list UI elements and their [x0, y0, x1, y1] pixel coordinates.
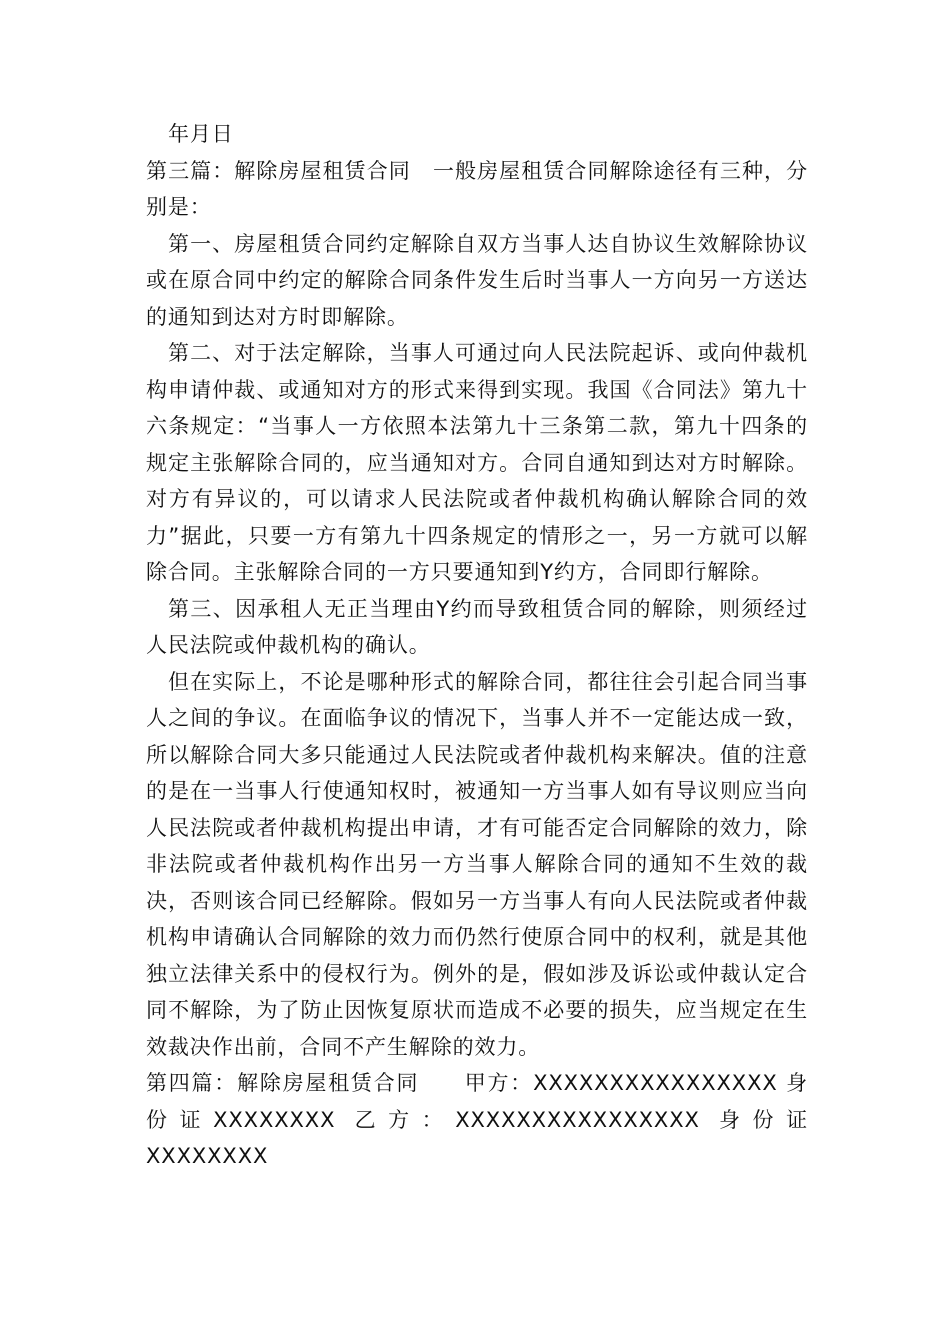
paragraph-third: 第三、因承租人无正当理由Y约而导致租赁合同的解除，则须经过人民法院或仲裁机构的确认。 — [146, 596, 808, 657]
paragraph-second: 第二、对于法定解除，当事人可通过向人民法院起诉、或向仲裁机构申请仲裁、或通知对方的形式来得到实现。我国《合同法》第九十六条规定：“当事人一方依照本法第九十三条第二款，第九十四条的规定主张解除合同的，应当通知对方。合同自通知到达对方时解除。对方有异议的，可以请求人民法院或者仲裁机构确认解除合同的效力”据此，只要一方有第九十四条规定的情形之一，另一方就可以解除合同。主张解除合同的一方只要通知到Y约方，合同即行解除。 — [146, 341, 808, 584]
document-body — [146, 116, 808, 1175]
date-line: 年月日 — [168, 122, 234, 146]
paragraph-fourth: 但在实际上，不论是哪种形式的解除合同，都往往会引起合同当事人之间的争议。在面临争议的情况下，当事人并不一定能达成一致，所以解除合同大多只能通过人民法院或者仲裁机构来解决。值的注意的是在一当事人行使通知权时，被通知一方当事人如有导议则应当向人民法院或者仲裁机构提出申请，才有可能否定合同解除的效力，除非法院或者仲裁机构作出另一方当事人解除合同的通知不生效的裁决，否则该合同已经解除。假如另一方当事人有向人民法院或者仲裁机构申请确认合同解除的效力而仍然行使原合同中的权利，就是其他独立法律关系中的侵权行为。例外的是，假如涉及诉讼或仲裁认定合同不解除，为了防止因恢复原状而造成不必要的损失，应当规定在生效裁决作出前，合同不产生解除的效力。 — [146, 669, 808, 1059]
section-heading-3: 第三篇：解除房屋租赁合同 一般房屋租赁合同解除途径有三种，分别是： — [146, 158, 808, 219]
paragraph-first: 第一、房屋租赁合同约定解除自双方当事人达自协议生效解除协议或在原合同中约定的解除合同条件发生后时当事人一方向另一方送达的通知到达对方时即解除。 — [146, 231, 808, 329]
section-heading-4: 第四篇：解除房屋租赁合同 甲方：XXXXXXXXXXXXXXXX 身份证XXXXXXXX 乙方：XXXXXXXXXXXXXXXX 身份证 XXXXXXXX — [146, 1071, 808, 1168]
